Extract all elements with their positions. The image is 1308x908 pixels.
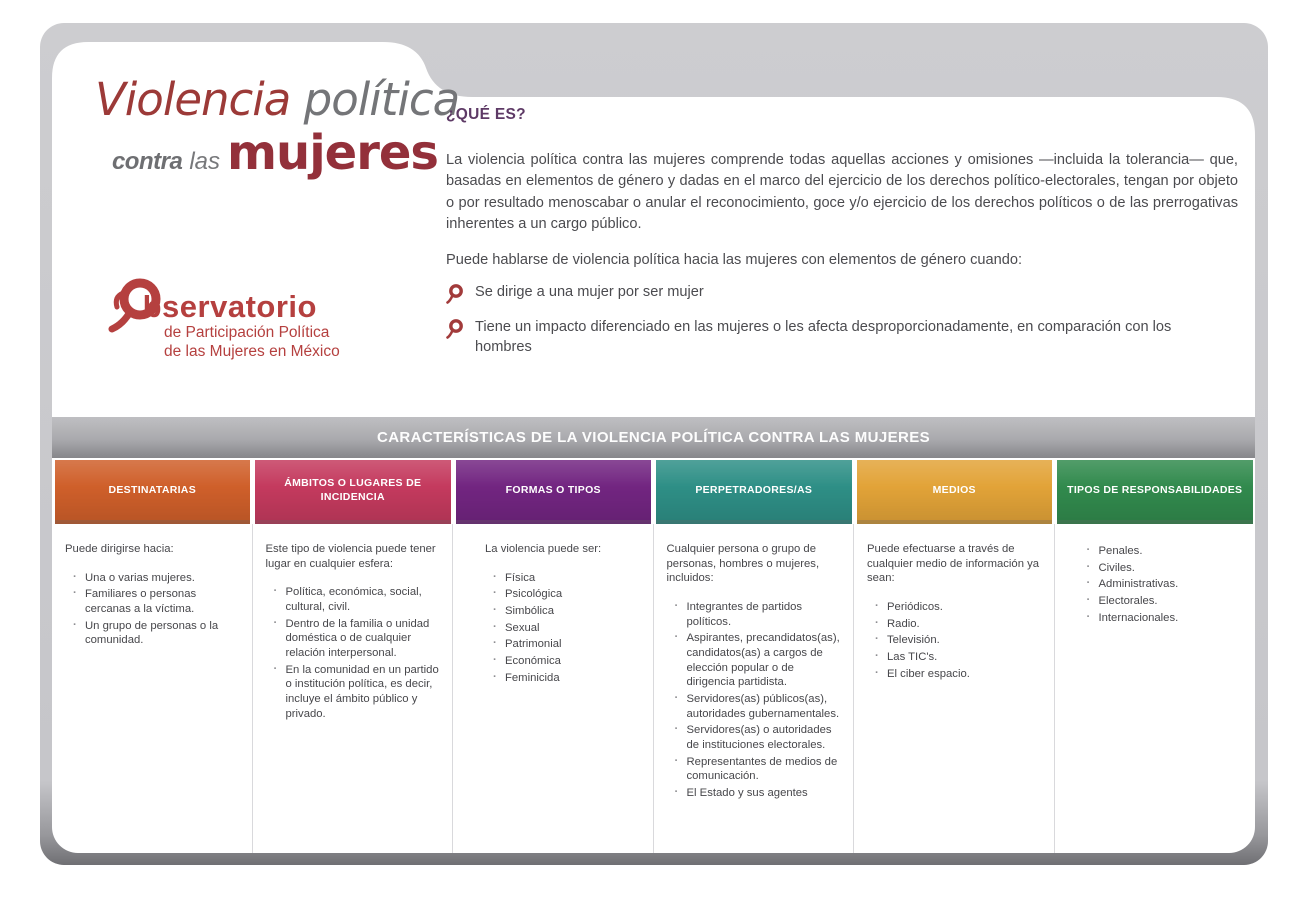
- list-item: · Representantes de medios de comunicación.: [675, 755, 842, 784]
- column-header-label: DESTINATARIAS: [108, 483, 196, 496]
- column-body: [1055, 524, 1256, 853]
- characteristics-columns: [52, 460, 1255, 853]
- list-item: · Económica: [493, 654, 641, 669]
- list-item: · Servidores(as) públicos(as), autoridades gubernamentales.: [675, 692, 842, 721]
- list-item: · Electorales.: [1087, 594, 1244, 609]
- column-header: [55, 460, 251, 524]
- list-item: · Las TIC's.: [875, 650, 1042, 665]
- list-item: · Dentro de la familia o unidad doméstica o de cualquier relación interpersonal.: [274, 617, 441, 661]
- characteristics-banner: [52, 417, 1255, 458]
- column-intro: Cualquier persona o grupo de personas, hombres o mujeres, incluidos:: [666, 543, 820, 585]
- title-line-2: [95, 125, 440, 181]
- bullet-text: Se dirige a una mujer por ser mujer: [475, 283, 704, 300]
- list-item: · Civiles.: [1087, 561, 1244, 576]
- que-es-paragraph-2: Puede hablarse de violencia política hacia las mujeres con elementos de género cuando:: [446, 251, 1023, 268]
- title-word-las: las: [189, 148, 220, 176]
- characteristic-column: [253, 460, 454, 853]
- characteristic-column: [654, 460, 855, 853]
- list-item: · Patrimonial: [493, 637, 641, 652]
- column-body: [854, 524, 1055, 853]
- list-item: · Internacionales.: [1087, 611, 1244, 626]
- column-list: [266, 585, 441, 721]
- column-header: [255, 460, 451, 524]
- column-header-label: TIPOS DE RESPONSABILIDADES: [1067, 483, 1243, 496]
- que-es-bullet-list: [446, 282, 1238, 358]
- list-item: · En la comunidad en un partido o institución política, es decir, incluye el ámbito público y privado.: [274, 663, 441, 722]
- column-header: [857, 460, 1053, 524]
- list-item: · Física: [493, 571, 641, 586]
- column-header: [1057, 460, 1253, 524]
- list-item: · Política, económica, social, cultural, civil.: [274, 585, 441, 614]
- observatorio-logo: [118, 291, 378, 362]
- que-es-heading: ¿QUÉ ES?: [446, 106, 526, 123]
- column-body: [52, 524, 253, 853]
- list-item: · Penales.: [1087, 544, 1244, 559]
- list-item: · Radio.: [875, 617, 1042, 632]
- poster-title: [95, 73, 460, 182]
- column-header-label: FORMAS O TIPOS: [505, 483, 601, 496]
- column-list: [65, 571, 240, 648]
- logo-wordmark: Observatorio: [118, 291, 378, 322]
- list-item: [446, 282, 1238, 304]
- column-body: [453, 524, 654, 853]
- list-item: · Psicológica: [493, 587, 641, 602]
- column-body: [654, 524, 855, 853]
- list-item: · Un grupo de personas o la comunidad.: [73, 619, 240, 648]
- logo-subtitle-2: de las Mujeres en México: [164, 342, 340, 360]
- observatorio-logo-icon: [106, 269, 164, 335]
- column-header: [456, 460, 652, 524]
- list-item: · El Estado y sus agentes: [675, 786, 842, 801]
- list-item: · Una o varias mujeres.: [73, 571, 240, 586]
- characteristics-banner-title: CARACTERÍSTICAS DE LA VIOLENCIA POLÍTICA CONTRA LAS MUJERES: [376, 429, 931, 446]
- list-item: · Sexual: [493, 621, 641, 636]
- title-word-mujeres: mujeres: [227, 125, 438, 182]
- list-item: · Simbólica: [493, 604, 641, 619]
- column-intro: Puede dirigirse hacia:: [65, 543, 174, 555]
- characteristic-column: [52, 460, 253, 853]
- list-item: · Feminicida: [493, 671, 641, 686]
- list-item: · Periódicos.: [875, 600, 1042, 615]
- column-list: [667, 600, 842, 801]
- bullet-text: Tiene un impacto diferenciado en las mujeres o les afecta desproporcionadamente, en comparación con los hombres: [475, 318, 1172, 356]
- que-es-paragraph-1: La violencia política contra las mujeres comprende todas aquellas acciones y omisiones —incluida la tolerancia— que, basadas en elementos de género y dadas en el marco del ejercicio de los derechos político-electorales, tengan por objeto o por resultado menoscabar o anular el reconocimiento, goce y/o ejercicio de los derechos políticos o de las prerrogativas inherentes a un cargo público.: [446, 152, 1238, 233]
- title-line-1: [95, 73, 460, 126]
- column-list: [1079, 544, 1244, 625]
- column-list: [867, 600, 1042, 681]
- column-header: [656, 460, 852, 524]
- column-header-label: PERPETRADORES/AS: [695, 483, 813, 496]
- characteristic-column: [854, 460, 1055, 853]
- logo-subtitle-1: de Participación Política: [164, 324, 330, 341]
- column-header-label: ÁMBITOS O LUGARES DE INCIDENCIA: [284, 476, 422, 503]
- list-item: · El ciber espacio.: [875, 667, 1042, 682]
- title-word-politica: política: [303, 73, 460, 126]
- list-item: · Televisión.: [875, 633, 1042, 648]
- list-item: · Servidores(as) o autoridades de instituciones electorales.: [675, 723, 842, 752]
- column-body: [253, 524, 454, 853]
- characteristic-column: [1055, 460, 1256, 853]
- title-word-contra: contra: [111, 148, 183, 176]
- column-list: [485, 571, 641, 686]
- list-item: · Administrativas.: [1087, 577, 1244, 592]
- column-header-label: MEDIOS: [932, 483, 976, 496]
- column-intro: Puede efectuarse a través de cualquier medio de información ya sean:: [867, 543, 1040, 585]
- list-item: · Aspirantes, precandidatos(as), candidatos(as) a cargos de elección popular o de dirigencia partidista.: [675, 631, 842, 690]
- que-es-section: [446, 106, 1238, 358]
- list-item: · Integrantes de partidos políticos.: [675, 600, 842, 629]
- characteristic-column: [453, 460, 654, 853]
- column-intro: Este tipo de violencia puede tener lugar en cualquier esfera:: [265, 543, 436, 570]
- list-item: [446, 317, 1238, 358]
- list-item: · Familiares o personas cercanas a la víctima.: [73, 587, 240, 616]
- title-word-violencia: Violencia: [95, 73, 291, 126]
- column-intro: La violencia puede ser:: [485, 543, 602, 555]
- logo-bullet-icon: [446, 318, 463, 339]
- logo-bullet-icon: [446, 283, 463, 304]
